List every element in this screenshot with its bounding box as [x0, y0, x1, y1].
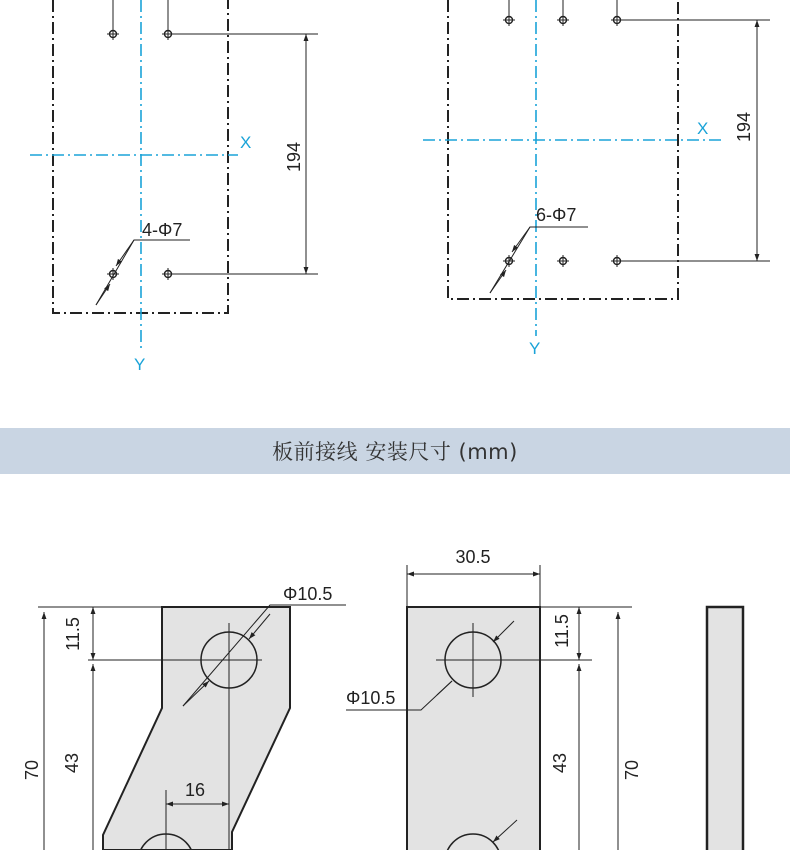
offset-dim: 16: [184, 780, 206, 800]
section-title: 板前接线 安装尺寸 (mm): [272, 440, 518, 464]
hole-spec: 4-Φ7: [142, 220, 183, 240]
width-dim: 30.5: [455, 547, 491, 567]
mid-dim: 43: [550, 752, 570, 774]
total-height-dim: 70: [622, 759, 642, 781]
height-dimension: 194: [734, 111, 754, 143]
top-left-drawing: [30, 0, 318, 374]
hole-spec: Φ10.5: [283, 584, 333, 604]
top-offset-dim: 11.5: [552, 614, 572, 648]
panel-outline: [448, 0, 678, 299]
bent-busbar-shape: [103, 607, 290, 850]
top-offset-dim: 11.5: [63, 617, 83, 651]
bent-busbar-drawing: [22, 584, 346, 850]
hole-leader: [490, 227, 588, 293]
hole-spec: 6-Φ7: [536, 205, 577, 225]
mounting-hole: [107, 268, 119, 280]
height-dimension: 194: [284, 141, 304, 173]
y-axis-label: Y: [529, 339, 541, 358]
y-axis-label: Y: [134, 355, 146, 374]
mid-dim: 43: [62, 752, 82, 774]
x-axis-label: X: [697, 119, 709, 138]
top-right-drawing: [423, 0, 770, 358]
straight-busbar-drawing: [346, 547, 642, 850]
busbar-side-view: [707, 607, 743, 850]
mounting-hole: [557, 255, 569, 267]
section-banner: [0, 428, 790, 474]
x-axis-label: X: [240, 133, 252, 152]
total-height-dim: 70: [22, 759, 42, 781]
hole-spec: Φ10.5: [346, 688, 396, 708]
